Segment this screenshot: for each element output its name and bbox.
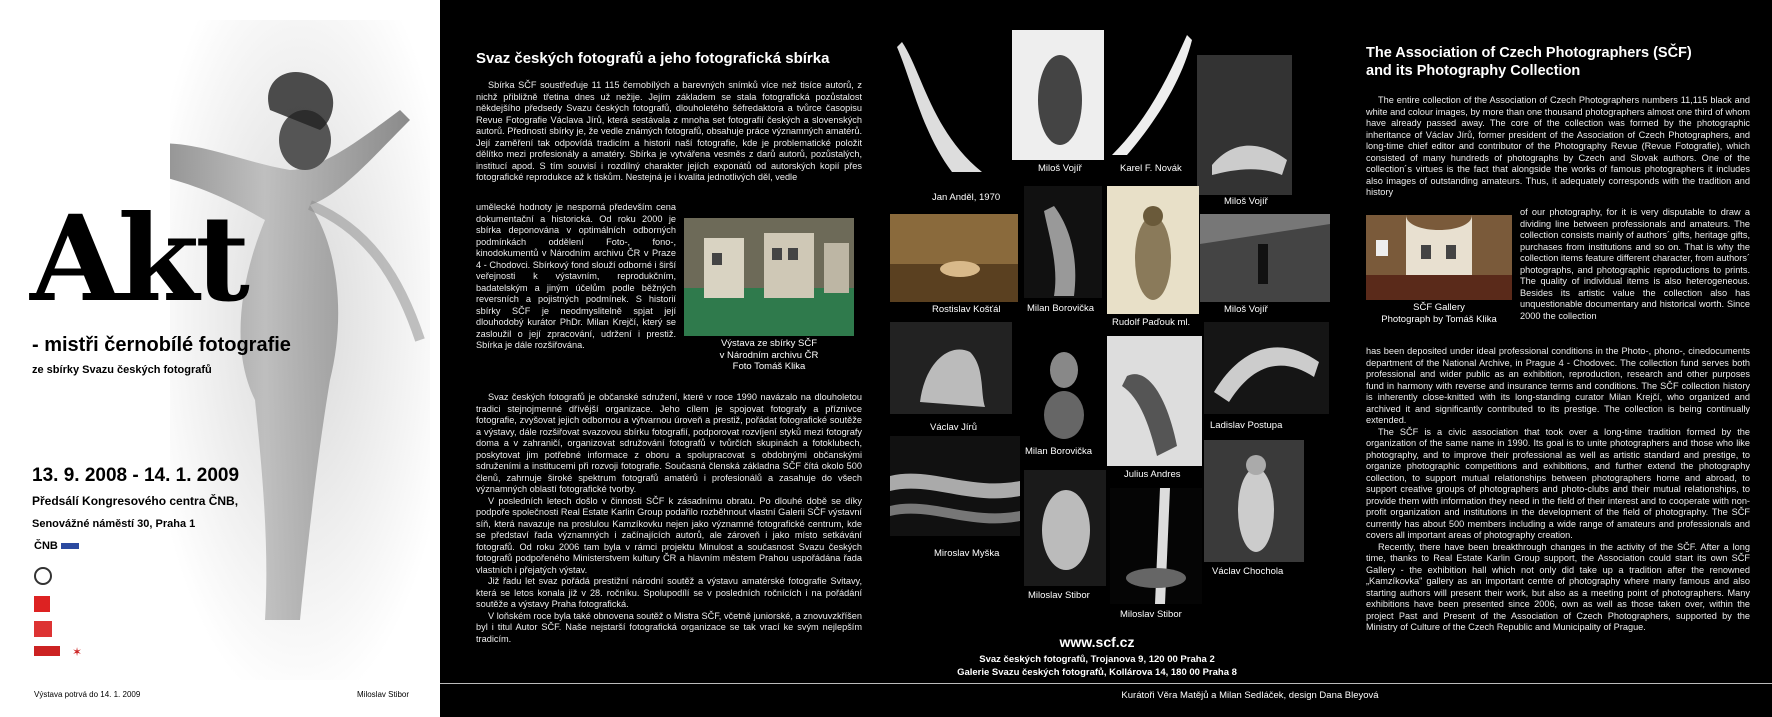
photo-jiru	[890, 322, 1012, 414]
cover-photographer-credit: Miloslav Stibor	[357, 690, 410, 699]
english-body-lower	[1366, 346, 1750, 634]
curators-credit: Kurátoři Věra Matějů a Milan Sedláček, design Dana Bleyová	[1121, 690, 1379, 701]
caption-vojir-2: Miloš Vojíř	[1224, 196, 1268, 207]
exhibition-dates: 13. 9. 2008 - 14. 1. 2009	[32, 465, 240, 486]
english-body	[1366, 95, 1750, 199]
photo-gallery	[862, 0, 1332, 717]
photo-kostal	[890, 214, 1018, 302]
association-address: Svaz českých fotografů, Trojanova 9, 120 00 Praha 2	[979, 654, 1215, 665]
english-text-panel	[1332, 0, 1772, 717]
website-link[interactable]: www.scf.cz	[1059, 634, 1135, 650]
english-para-side: of our photography, for it is very disputable to draw a dividing line between professionals and amateurs. The collection consists mainly of authors´ gifts, heritage gifts, purchases from institutions and so on. That is why the collection items feature different character, from authors´ photographs, and photographic reproductions to prints. The quality of individual items is also heterogeneous. Besides its artistic value the collection also has unquestionable documentary and historical worth. Since 2000 the collection	[1520, 207, 1750, 321]
caption-kostal: Rostislav Košťál	[932, 304, 1001, 315]
photo-borovicka-2	[1024, 325, 1104, 443]
caption-postupa: Ladislav Postupa	[1210, 420, 1283, 431]
english-side-column	[1520, 207, 1750, 322]
ministry-logo	[34, 646, 60, 656]
czech-para-intro: Sbírka SČF soustřeďuje 11 115 černobílých a barevných snímků více než tisíce autorů, z nichž přibližně třetina dnes už nežije. Jejím základem se stala fotografická pozůstalost někdejšího předsedy Svazu českých fotografů, dlouholetého šéfredaktora a tvůrce časopisu Revue Fotografie Václava Jírů, která sestávala z mnoha set fotografií českých a slovenských autorů. Předností sbírky je, že vedle známých fotografů, obsahuje práce významných amatérů. Její zaměření tak odpovídá tradicím a historii naší fotografie, kde je problematické položit dělítko mezi profesionály a amatéry. Sbírka je vytvářena vesměs z darů autorů, pozůstalých, institucí apod. S tím souvisí i rozdílný charakter jejích exponátů od autorských kopií přes fotografické reprodukce až k tiskům. Nestejná je i kvalita jednotlivých děl, vedle	[476, 80, 862, 182]
exhibition-photo	[684, 218, 854, 336]
english-para-assoc: The SČF is a civic association that took over a long-time tradition formed by the organization of the same name in 1990. Its goal is to unite photographers and those who like photography, and to improve their professional as well as artistic standard and prestige, to organize photographic competitions and exhibitions, and further extend the photography collection, to support mutual relationships between photographers home and abroad, to support creative groups of photographers and photo-clubs and their mutual relationships, to provide them with information they need in the field of their interest and to cooperate with non-profit organization and institutions in the development of the field of photography. The SČF currently has about 500 members including a wide range of amateurs and professionals and covers all important areas of photography creation.	[1366, 426, 1750, 540]
czech-para-assoc: Svaz českých fotografů je občanské sdružení, které v roce 1990 navázalo na dlouholetou tradici stejnojmenné dřívější organizace. Jeho cílem je spojovat fotografy a příznivce fotografie, zvyšovat jejich odbornou a výtvarnou úroveň a prestiž, pořádat fotografické soutěže a výstavy, dále rozšiřovat svazovou sbírku fotografií, podporovat rozvíjení styků mezi fotografy doma a v zahraničí, organizovat sdružování fotografů v tvůrčích skupinách a fotoklubech, poskytovat jim potřebné informace z oboru a spolupracovat s obdobnými občanskými sdruženími a institucemi při rozvoji fotografie. Současná členská základna SČF čítá okolo 500 členů, zahrnuje široké spektrum fotografů amatérů i profesionálů a zasahuje do všech významných oblastí fotografické tvorby.	[476, 392, 862, 494]
caption-padouk: Rudolf Paďouk ml.	[1112, 317, 1191, 328]
czech-heading: Svaz českých fotografů a jeho fotografická sbírka	[476, 50, 830, 67]
english-heading	[1366, 44, 1692, 80]
czech-body-lower	[476, 392, 862, 645]
czech-para-side: umělecké hodnoty je nesporná především cena dokumentační a historická. Od roku 2000 je sbírka deponována v optimálních odborných podmínkách oddělení Foto-, fono-, kinodokumentů v Národním archivu ČR v Praze 4 - Chodovci. Sbírkový fond slouží odborné i širší veřejnosti k výstavním, reprodukčním, badatelským a jiným účelům podle běžných reversních a pojistných podmínek. S historií sbírky SČF je neodmyslitelně spjat její dlouhodobý kurátor PhDr. Milan Krejčí, který se zasloužil o její zpracování, udržení i prestiž. Sbírka je dále rozšiřována.	[476, 202, 676, 350]
photo-vojir-3	[1200, 214, 1330, 302]
photo-padouk	[1107, 186, 1199, 314]
czech-body	[476, 80, 862, 184]
exhibition-venue: Předsálí Kongresového centra ČNB,	[32, 494, 239, 508]
czech-para-title: V loňském roce byla také obnovena soutěž o Mistra SČF, včetně juniorské, a znovuvzkříšen byl i titul Autor SČF. Naše nejstarší fotografická organizace se tak vrací ke svým nejlepším tradicím.	[476, 610, 862, 644]
english-para-rest: has been deposited under ideal professional conditions in the Photo-, phono-, cinedocuments department of the National Archive, in Prague 4 - Chodovec. The collection fund serves both professional and wider public as an exhibition, reproduction, research and other purposes fund in harmony with reverse and insurance terms and conditions. The SČF collection history is inherently close-knitted with its long-standing curator Milan Krejčí, who organized and archived it and significantly contributed to its prestige. The collection is being continually extended.	[1366, 346, 1750, 425]
emblem-logo	[34, 567, 52, 585]
caption-stibor-1: Miloslav Stibor	[1028, 590, 1090, 601]
prague-logo	[34, 621, 52, 637]
photo-vojir-1	[1012, 30, 1104, 160]
photo-vojir-2	[1197, 55, 1292, 195]
caption-chochola: Václav Chochola	[1212, 566, 1284, 577]
photo-borovicka-1	[1024, 186, 1102, 298]
lion-icon: ✶	[72, 645, 83, 659]
english-heading-line-2: and its Photography Collection	[1366, 63, 1581, 79]
cover-subtitle: - mistři černobílé fotografie	[32, 334, 291, 356]
english-para-intro: The entire collection of the Association of Czech Photographers numbers 11,115 black and white and colour images, by more than one thousand photographers almost one third of whom have already passed away. The core of the collection was formed by the photographic inheritance of Václav Jírů, former president of the Association of Czech Photographers, and long-time chief editor and contributor of the Photography Revue (Revue Fotografie), which consisted of many hundreds of photographs by Czech and Slovak authors. One of the collection´s virtues is the fact that alongside the works of famous photographers it includes also images of outstanding amateurs. Thus, it adequately corresponds with the tradition and history	[1366, 95, 1750, 197]
caption-andres: Julius Andres	[1124, 469, 1181, 480]
photo-chochola	[1204, 440, 1304, 562]
caption-line-2: v Národním archivu ČR	[719, 349, 819, 361]
caption-stibor-2: Miloslav Stibor	[1120, 609, 1182, 620]
photo-myska	[890, 436, 1020, 536]
cover-collection-note: ze sbírky Svazu českých fotografů	[32, 364, 212, 376]
caption-myska: Miroslav Myška	[934, 548, 1000, 559]
exhibition-photo-caption	[684, 338, 854, 373]
exhibition-extended-note: Výstava potrvá do 14. 1. 2009	[34, 690, 141, 699]
czech-para-recent: V posledních letech došlo v činnosti SČF k zásadnímu obratu. Po dlouhé době se díky podpoře společnosti Real Estate Karlin Group podařilo rozběhnout vlastní Galerii SČF výstavní síň, která navazuje na proslulou Kamzíkovku nejen jako významné fotografické centrum, kde se představí řada významných i začínajících autorů, ale zároveň i jako místo setkávání fotografů. Od roku 2006 tam byla v rámci projektu Minulost a současnost Svazu českých fotografů podpořeného Ministerstvem kultury ČR a hlavním městem Prahou uspořádána řada vlastních i přejatých výstav.	[476, 495, 862, 575]
caption-vojir-3: Miloš Vojíř	[1224, 304, 1268, 315]
gallery-address: Galerie Svazu českých fotografů, Kollárova 14, 180 00 Praha 8	[957, 667, 1237, 678]
czech-side-column	[476, 202, 676, 352]
cnb-logo: ČNB	[34, 540, 79, 552]
exhibition-address: Senovážné náměstí 30, Praha 1	[32, 518, 196, 530]
czech-para-contest: Již řadu let svaz pořádá prestižní národní soutěž a výstavu amatérské fotografie Svitavy, která se letos konala již v 28. ročníku. Spolupodílí se v posledních ročnících i na pořádání soutěže a výstavy Praha fotografická.	[476, 576, 862, 609]
photo-stibor-1	[1024, 470, 1106, 586]
red-logo	[34, 596, 50, 612]
photo-novak	[1107, 30, 1192, 160]
czech-text-panel	[440, 0, 862, 717]
scf-gallery-caption	[1366, 302, 1512, 325]
caption-line-3: Foto Tomáš Klika	[732, 361, 806, 372]
scf-gallery-photo	[1366, 215, 1512, 300]
footer-divider	[440, 683, 1772, 684]
english-para-recent: Recently, there have been breakthrough changes in the activity of the SČF. After a long time, thanks to Real Estate Karlin Group support, the Association could start its own SČF Gallery - the exhibition hall which not only did take up a tradition after the renowned „Kamzíkovka" gallery as an important centre of photography where many famous and also starting authors will present their work, but also as a meeting point of photographers. Many exhibitions have been presented since 2006, own as well as those taken over, within the project Past and Present of the Association of Czech Photographers, supported by the Ministry of Culture of the Czech Republic and Municipality of Prague.	[1366, 541, 1750, 632]
photo-andel	[892, 32, 984, 182]
caption-andel: Jan Anděl, 1970	[932, 192, 1001, 203]
caption-borovicka-2: Milan Borovička	[1025, 446, 1093, 457]
photo-andres	[1107, 336, 1202, 466]
english-heading-line-1: The Association of Czech Photographers (SČF)	[1366, 45, 1692, 61]
caption-line-1: Výstava ze sbírky SČF	[720, 338, 818, 349]
en-caption-line-1: SČF Gallery	[1413, 302, 1465, 313]
caption-borovicka-1: Milan Borovička	[1027, 303, 1095, 314]
photo-postupa	[1204, 322, 1329, 414]
caption-vojir-1: Miloš Vojíř	[1038, 163, 1082, 174]
caption-novak: Karel F. Novák	[1120, 163, 1182, 174]
cover-panel	[0, 0, 440, 717]
en-caption-line-2: Photograph by Tomáš Klika	[1381, 313, 1497, 325]
caption-jiru: Václav Jírů	[930, 422, 977, 433]
photo-stibor-2	[1110, 488, 1202, 604]
cover-title: Akt	[30, 189, 246, 328]
